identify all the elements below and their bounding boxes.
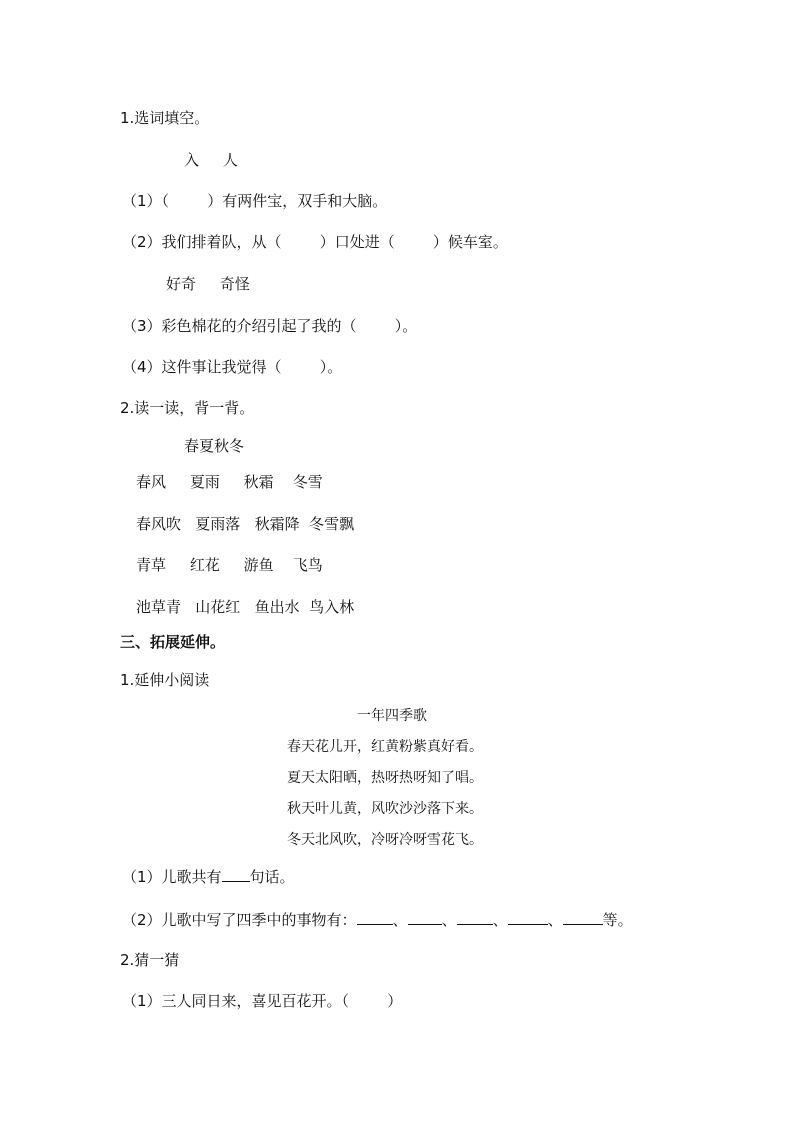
reading-q1 [122, 867, 295, 887]
poem-line: 秋天叶儿黄，风吹沙沙落下来。 [287, 801, 483, 817]
word-choices-a: 入 人 [184, 151, 238, 169]
separator: 、 [547, 911, 563, 929]
q2-row-1: 春风 夏雨 秋霜 冬雪 [136, 473, 323, 491]
q2-title: 2.读一读，背一背。 [120, 399, 255, 417]
guess-title: 2.猜一猜 [120, 951, 180, 969]
q1-item-4: （4）这件事让我觉得（ ）。 [122, 358, 343, 376]
q2-heading: 春夏秋冬 [184, 437, 245, 455]
q2-row-2: 春风吹 夏雨落 秋霜降 冬雪飘 [136, 515, 355, 533]
reading-q1-suffix: 句话。 [249, 868, 295, 886]
word-choices-b: 好奇 奇怪 [166, 275, 250, 293]
reading-q1-prefix: （1）儿歌共有 [122, 868, 222, 886]
poem-title: 一年四季歌 [357, 708, 427, 724]
separator: 、 [441, 911, 457, 929]
answer-blank[interactable] [357, 910, 393, 925]
q1-item-2: （2）我们排着队，从（ ）口处进（ ）候车室。 [122, 233, 508, 251]
answer-blank[interactable] [222, 867, 250, 882]
poem-line: 冬天北风吹，冷呀冷呀雪花飞。 [287, 832, 483, 848]
q2-row-3: 青草 红花 游鱼 飞鸟 [136, 556, 323, 574]
reading-q2-prefix: （2）儿歌中写了四季中的事物有： [122, 911, 357, 929]
reading-q2 [122, 910, 633, 930]
guess-item-1: （1）三人同日来，喜见百花开。（ ） [122, 992, 403, 1010]
answer-blank[interactable] [457, 910, 493, 925]
section3-title: 三、拓展延伸。 [120, 633, 226, 651]
separator: 、 [392, 911, 408, 929]
q1-title: 1.选词填空。 [120, 109, 210, 127]
reading-title: 1.延伸小阅读 [120, 671, 210, 689]
q1-item-3: （3）彩色棉花的介绍引起了我的（ ）。 [122, 317, 418, 335]
separator: 、 [492, 911, 508, 929]
poem-line: 夏天太阳晒，热呀热呀知了唱。 [287, 770, 483, 786]
q1-item-1: （1）（ ）有两件宝，双手和大脑。 [122, 192, 388, 210]
answer-blank[interactable] [508, 910, 548, 925]
poem-line: 春天花儿开，红黄粉紫真好看。 [287, 739, 483, 755]
reading-q2-suffix: 等。 [602, 911, 633, 929]
q2-row-4: 池草青 山花红 鱼出水 鸟入林 [136, 598, 355, 616]
answer-blank[interactable] [408, 910, 442, 925]
answer-blank[interactable] [563, 910, 603, 925]
